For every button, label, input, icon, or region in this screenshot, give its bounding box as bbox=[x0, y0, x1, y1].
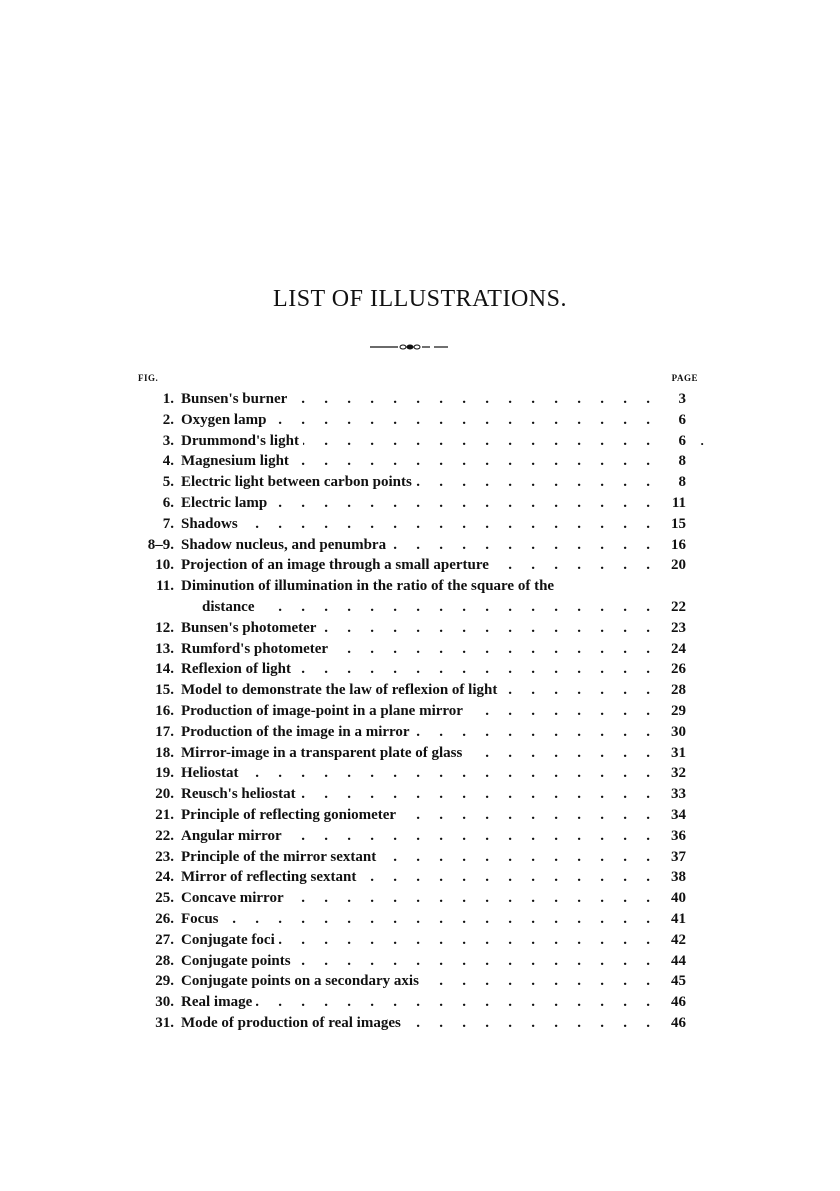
illustration-title-text: Projection of an image through a small aperture bbox=[181, 557, 493, 573]
illustration-title-text: Mode of production of real images bbox=[181, 1015, 405, 1031]
list-item bbox=[130, 431, 686, 452]
illustration-title bbox=[181, 639, 652, 660]
stray-mark: · bbox=[700, 436, 705, 451]
illustration-title bbox=[181, 826, 652, 847]
illustration-title-text: Conjugate points on a secondary axis bbox=[181, 973, 423, 989]
page-number: 32 bbox=[671, 765, 686, 782]
list-item bbox=[130, 410, 686, 431]
fig-number: 25. bbox=[155, 890, 174, 907]
fig-number: 31. bbox=[155, 1014, 174, 1031]
list-item bbox=[130, 389, 686, 410]
illustration-title-text: Mirror-image in a transparent plate of glass bbox=[181, 745, 466, 761]
illustration-title bbox=[181, 451, 652, 472]
illustration-title-text: Conjugate points bbox=[181, 953, 295, 969]
illustration-title-text: Real image bbox=[181, 994, 256, 1010]
page-number: 34 bbox=[671, 806, 686, 823]
illustration-title-text: Bunsen's burner bbox=[181, 391, 291, 407]
illustration-title bbox=[181, 867, 652, 888]
fig-number: 22. bbox=[155, 827, 174, 844]
illustration-title bbox=[181, 888, 652, 909]
illustration-title-text: Heliostat bbox=[181, 765, 243, 781]
list-item bbox=[130, 555, 686, 576]
list-item bbox=[130, 930, 686, 951]
illustration-title bbox=[181, 576, 686, 597]
illustration-title bbox=[181, 909, 652, 930]
column-headers bbox=[138, 373, 698, 387]
list-item bbox=[130, 472, 686, 493]
fig-number: 15. bbox=[155, 682, 174, 699]
illustration-title bbox=[181, 763, 652, 784]
illustration-title-text: Magnesium light bbox=[181, 453, 293, 469]
list-item bbox=[130, 826, 686, 847]
page-number: 44 bbox=[671, 952, 686, 969]
fig-number: 17. bbox=[155, 723, 174, 740]
illustration-title bbox=[181, 514, 652, 535]
list-item bbox=[130, 659, 686, 680]
page-number: 26 bbox=[671, 661, 686, 678]
page-number: 6 bbox=[678, 432, 686, 449]
page-number: 24 bbox=[671, 640, 686, 657]
list-item bbox=[130, 867, 686, 888]
page-number: 42 bbox=[671, 931, 686, 948]
illustration-title-text: Principle of reflecting goniometer bbox=[181, 807, 400, 823]
fig-number: 14. bbox=[155, 661, 174, 678]
page-column-header: PAGE bbox=[671, 373, 698, 383]
fig-number: 18. bbox=[155, 744, 174, 761]
page-number: 11 bbox=[671, 494, 686, 511]
list-item bbox=[130, 514, 686, 535]
illustration-title-text: Reusch's heliostat bbox=[181, 786, 300, 802]
illustration-title bbox=[181, 784, 652, 805]
page-number: 6 bbox=[678, 411, 686, 428]
page-number: 40 bbox=[671, 890, 686, 907]
illustration-title bbox=[202, 597, 652, 618]
illustration-title bbox=[181, 701, 652, 722]
page-number: 38 bbox=[671, 869, 686, 886]
fig-number: 19. bbox=[155, 765, 174, 782]
list-item bbox=[130, 992, 686, 1013]
page-number: 3 bbox=[678, 391, 686, 407]
illustration-title-text: Production of the image in a mirror bbox=[181, 724, 414, 740]
page-number: 30 bbox=[671, 723, 686, 740]
page-number: 29 bbox=[671, 702, 686, 719]
list-item bbox=[130, 847, 686, 868]
illustration-title-text: Electric lamp bbox=[181, 495, 271, 511]
illustration-title bbox=[181, 680, 652, 701]
page-number: 36 bbox=[671, 827, 686, 844]
fig-number: 24. bbox=[155, 869, 174, 886]
page-number: 15 bbox=[671, 515, 686, 532]
illustration-title bbox=[181, 743, 652, 764]
fig-number: 2. bbox=[162, 411, 174, 428]
fig-column-header: FIG. bbox=[138, 373, 159, 383]
fig-number: 23. bbox=[155, 848, 174, 865]
list-item bbox=[130, 493, 686, 514]
illustration-title-text: Electric light between carbon points bbox=[181, 474, 416, 490]
list-item bbox=[130, 805, 686, 826]
list-item bbox=[130, 888, 686, 909]
page-number: 33 bbox=[671, 786, 686, 803]
list-item bbox=[130, 951, 686, 972]
illustration-title bbox=[181, 1013, 652, 1034]
page-number: 37 bbox=[671, 848, 686, 865]
illustration-title-text: Angular mirror bbox=[181, 828, 286, 844]
list-item bbox=[130, 618, 686, 639]
illustration-title-text: Oxygen lamp bbox=[181, 412, 270, 428]
illustration-title bbox=[181, 555, 652, 576]
fig-number: 27. bbox=[155, 931, 174, 948]
ornament-divider bbox=[370, 342, 448, 352]
illustrations-list bbox=[130, 389, 686, 1034]
illustration-title-text: Conjugate foci bbox=[181, 932, 279, 948]
illustration-title bbox=[181, 410, 652, 431]
fig-number: 7. bbox=[162, 515, 174, 532]
page-title: LIST OF ILLUSTRATIONS. bbox=[273, 286, 567, 312]
page-number: 45 bbox=[671, 973, 686, 990]
fig-number: 5. bbox=[162, 474, 174, 491]
illustration-title-text: Mirror of reflecting sextant bbox=[181, 869, 360, 885]
illustration-title bbox=[181, 389, 652, 410]
list-item bbox=[130, 743, 686, 764]
list-item bbox=[130, 639, 686, 660]
fig-number: 13. bbox=[155, 640, 174, 657]
list-item bbox=[130, 971, 686, 992]
fig-number: 12. bbox=[155, 619, 174, 636]
page-number: 22 bbox=[671, 598, 686, 615]
illustration-title bbox=[181, 618, 652, 639]
illustration-title bbox=[181, 722, 652, 743]
page-number: 41 bbox=[671, 910, 686, 927]
illustration-title-text: Shadows bbox=[181, 516, 242, 532]
illustration-title-text: Shadow nucleus, and penumbra bbox=[181, 537, 390, 553]
fig-number: 3. bbox=[162, 432, 174, 449]
fig-number: 20. bbox=[155, 786, 174, 803]
list-item bbox=[130, 576, 686, 597]
illustration-title bbox=[181, 951, 652, 972]
list-item bbox=[130, 535, 686, 556]
illustration-title bbox=[181, 659, 652, 680]
page-number: 8 bbox=[678, 474, 686, 491]
illustration-title-text: distance bbox=[202, 599, 259, 615]
page-number: 20 bbox=[671, 557, 686, 574]
illustration-title-text: Principle of the mirror sextant bbox=[181, 849, 380, 865]
page-number: 46 bbox=[671, 1014, 686, 1031]
illustration-title bbox=[181, 472, 652, 493]
illustration-title bbox=[181, 930, 652, 951]
fig-number: 16. bbox=[155, 702, 174, 719]
illustration-title-text: Rumford's photometer bbox=[181, 641, 332, 657]
illustration-title-text: Drummond's light bbox=[181, 433, 303, 449]
fig-number: 29. bbox=[155, 973, 174, 990]
illustration-title bbox=[181, 493, 652, 514]
fig-number: 1. bbox=[162, 391, 174, 407]
illustration-title-text: Bunsen's photometer bbox=[181, 620, 320, 636]
list-item bbox=[130, 597, 686, 618]
illustration-title bbox=[181, 535, 652, 556]
illustration-title-text: Reflexion of light bbox=[181, 661, 295, 677]
fig-number: 26. bbox=[155, 910, 174, 927]
list-item bbox=[130, 909, 686, 930]
list-item bbox=[130, 763, 686, 784]
list-item bbox=[130, 784, 686, 805]
fig-number: 21. bbox=[155, 806, 174, 823]
list-item bbox=[130, 701, 686, 722]
list-item bbox=[130, 680, 686, 701]
page-number: 23 bbox=[671, 619, 686, 636]
fig-number: 10. bbox=[155, 557, 174, 574]
illustration-title-text: Production of image-point in a plane mirror bbox=[181, 703, 467, 719]
page-number: 8 bbox=[678, 453, 686, 470]
illustration-title-text: Model to demonstrate the law of reflexion of light bbox=[181, 682, 501, 698]
illustration-title bbox=[181, 847, 652, 868]
page-number: 28 bbox=[671, 682, 686, 699]
fig-number: 30. bbox=[155, 994, 174, 1011]
illustration-title-text: Diminution of illumination in the ratio of the square of the bbox=[181, 578, 558, 594]
list-item bbox=[130, 1013, 686, 1034]
fig-number: 11. bbox=[156, 578, 174, 595]
illustration-title-text: Concave mirror bbox=[181, 890, 288, 906]
illustration-title bbox=[181, 992, 652, 1013]
illustration-title bbox=[181, 805, 652, 826]
page-number: 46 bbox=[671, 994, 686, 1011]
fig-number: 8–9. bbox=[147, 536, 174, 553]
list-item bbox=[130, 722, 686, 743]
page-number: 31 bbox=[671, 744, 686, 761]
fig-number: 28. bbox=[155, 952, 174, 969]
list-item bbox=[130, 451, 686, 472]
fig-number: 6. bbox=[162, 494, 174, 511]
illustration-title-text: Focus bbox=[181, 911, 223, 927]
fig-number: 4. bbox=[162, 453, 174, 470]
illustration-title bbox=[181, 971, 652, 992]
page-number: 16 bbox=[671, 536, 686, 553]
illustration-title bbox=[181, 431, 652, 452]
